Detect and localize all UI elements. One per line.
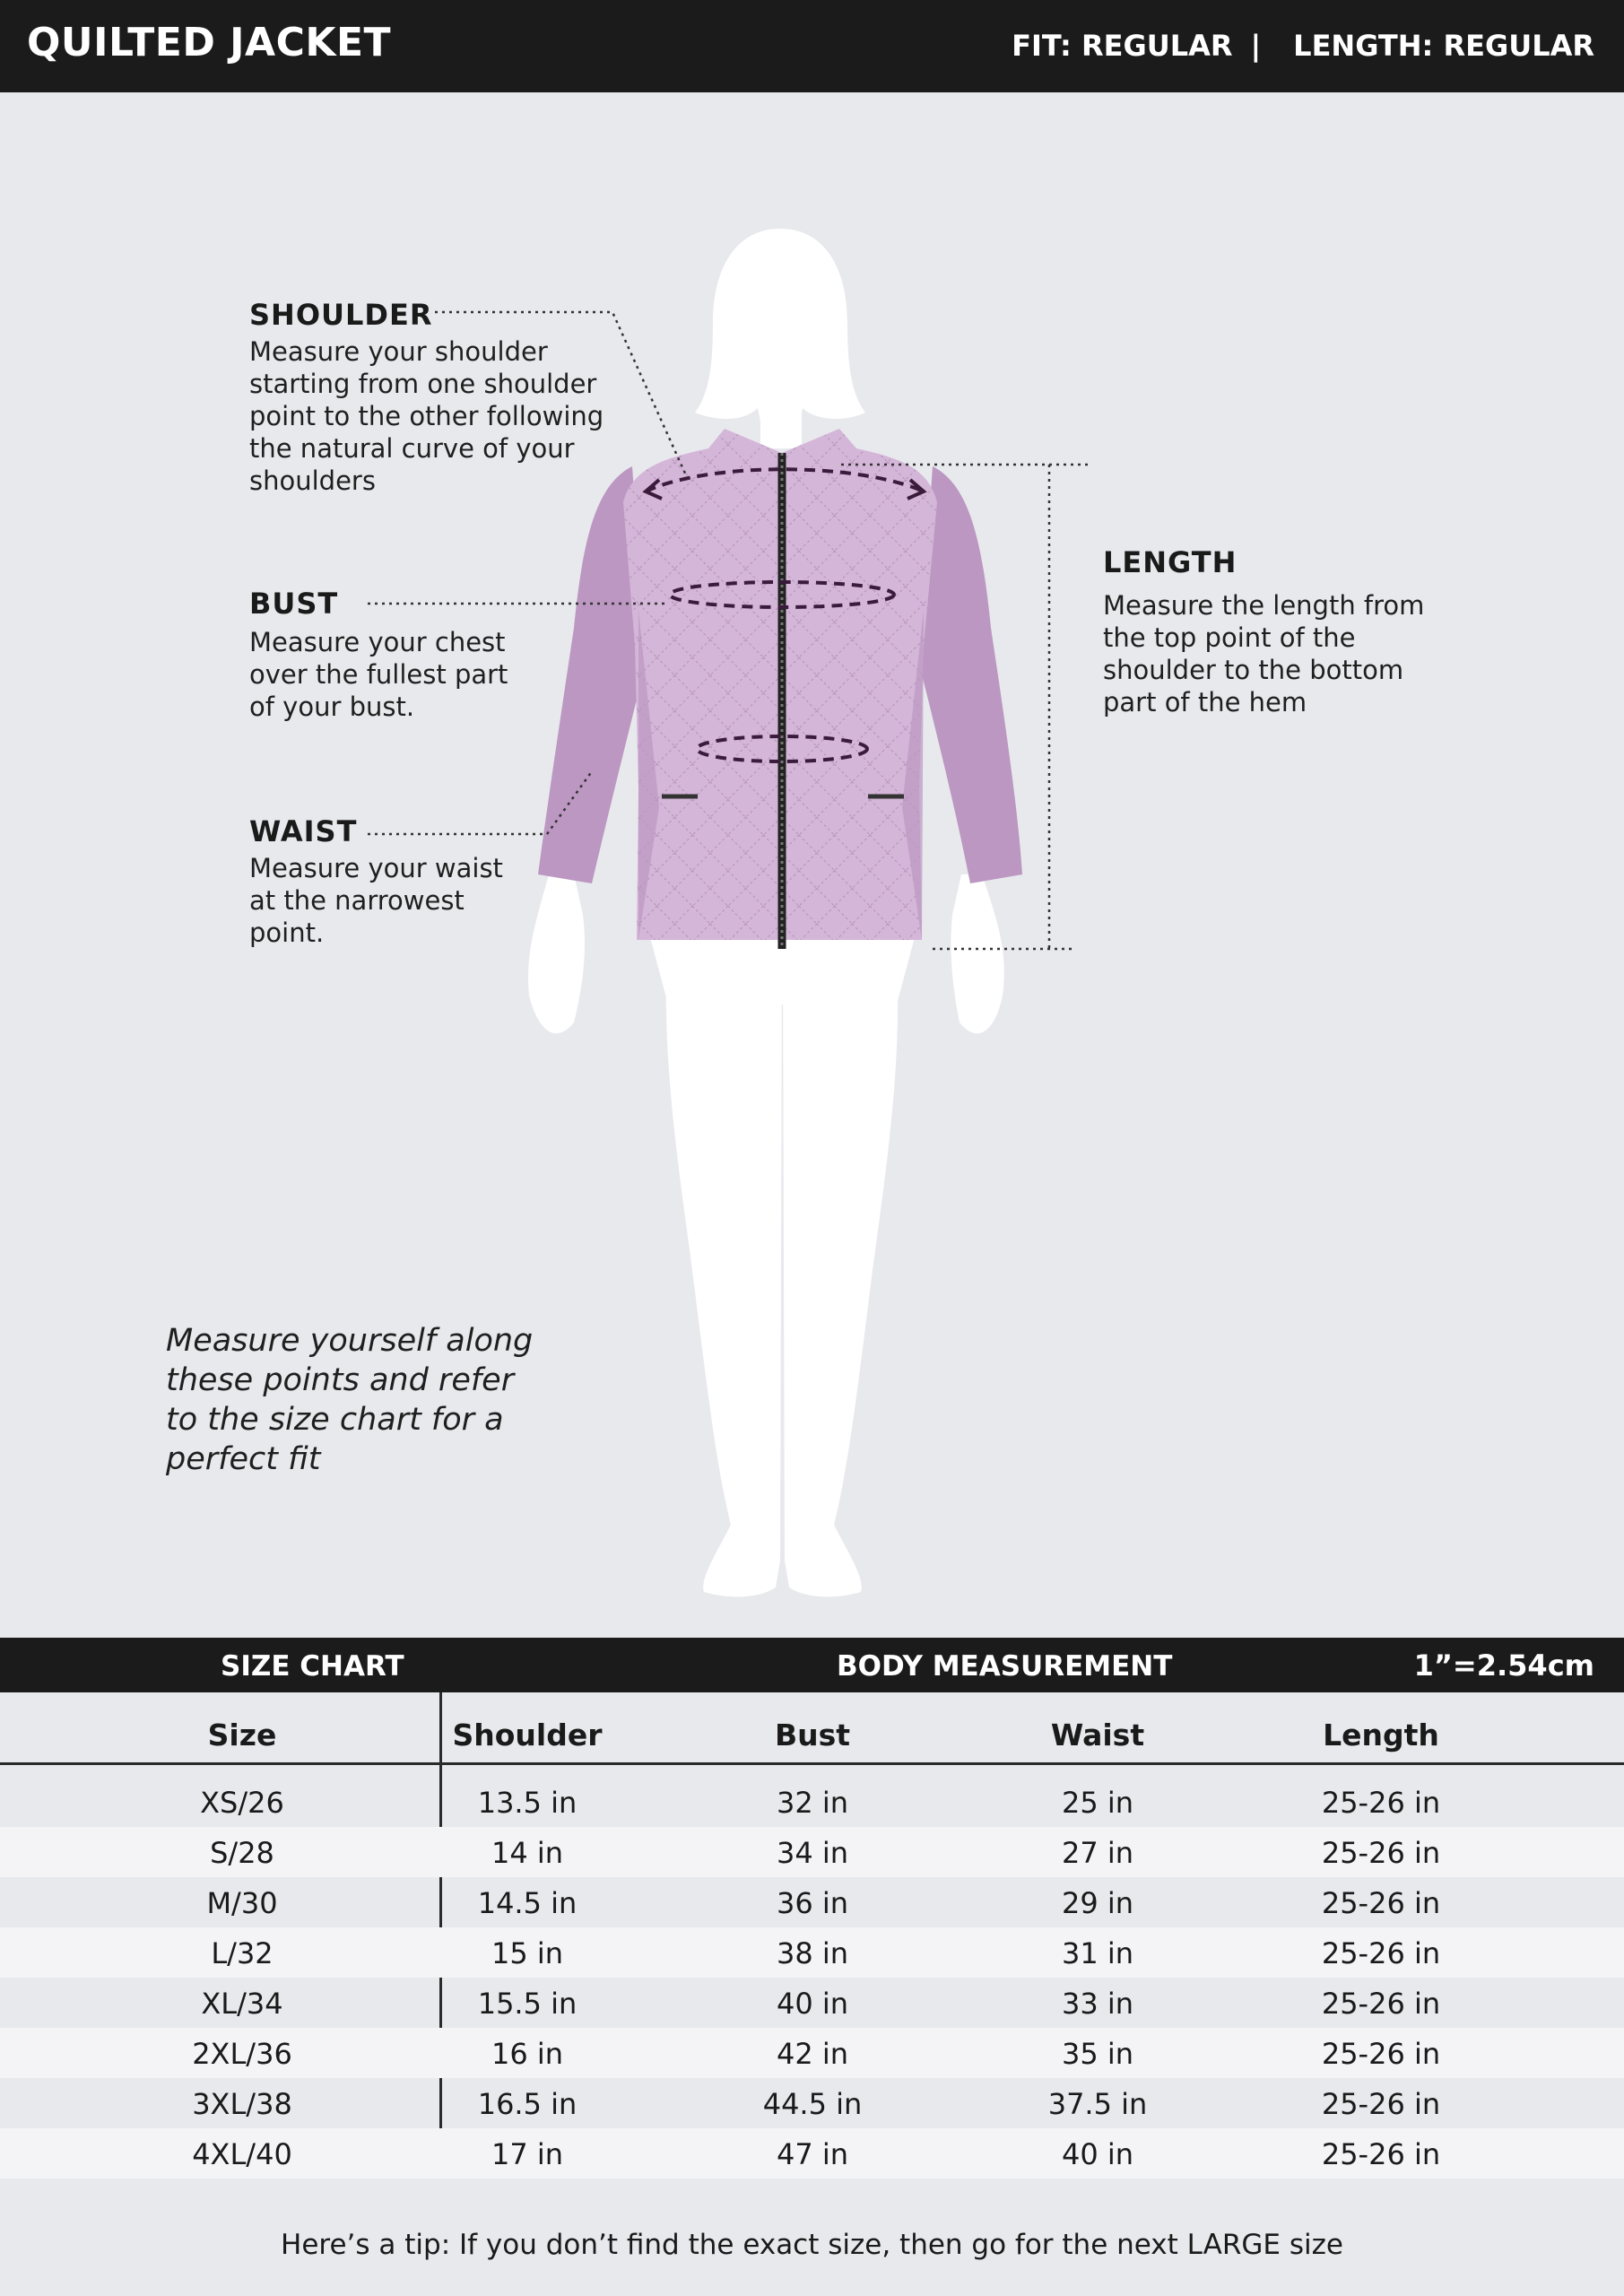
shoulder-cell: 14.5 in <box>477 1886 578 1920</box>
length-cell: 25-26 in <box>1321 1987 1441 2021</box>
fit-label: FIT: REGULAR <box>1012 29 1233 63</box>
length-cell: 25-26 in <box>1321 2087 1441 2121</box>
size-chart-header <box>0 1638 1624 1692</box>
size-cell: S/28 <box>210 1836 274 1870</box>
length-description: Measure the length from the top point of the shoulder to the bottom part of the hem <box>1103 590 1425 718</box>
size-cell: XS/26 <box>200 1786 284 1820</box>
bust-cell: 32 in <box>776 1786 849 1820</box>
unit-conversion: 1”=2.54cm <box>1413 1648 1594 1683</box>
length-cell: 25-26 in <box>1321 1886 1441 1920</box>
shoulder-description: Measure your shoulder starting from one shoulder point to the other following the natural curve of your shoulders <box>249 336 604 496</box>
bust-title: BUST <box>249 587 339 621</box>
shoulder-cell: 16.5 in <box>477 2087 578 2121</box>
bust-cell: 47 in <box>776 2137 849 2171</box>
shoulder-cell: 17 in <box>491 2137 564 2171</box>
waist-cell: 37.5 in <box>1047 2087 1148 2121</box>
waist-title: WAIST <box>249 814 358 848</box>
column-header-shoulder: Shoulder <box>452 1718 603 1752</box>
length-cell: 25-26 in <box>1321 2137 1441 2171</box>
column-header-size: Size <box>207 1718 277 1752</box>
size-chart-label: SIZE CHART <box>221 1650 404 1683</box>
bust-cell: 40 in <box>776 1987 849 2021</box>
quilted-jacket <box>538 429 1022 949</box>
shoulder-cell: 16 in <box>491 2037 564 2071</box>
bust-cell: 36 in <box>776 1886 849 1920</box>
table-row <box>0 2078 1624 2128</box>
column-header-length: Length <box>1323 1718 1439 1752</box>
shoulder-cell: 15.5 in <box>477 1987 578 2021</box>
shoulder-cell: 13.5 in <box>477 1786 578 1820</box>
size-cell: 4XL/40 <box>192 2137 292 2171</box>
body-measurement-label: BODY MEASUREMENT <box>837 1650 1173 1683</box>
size-chart-column-headers <box>0 1692 1624 1765</box>
length-cell: 25-26 in <box>1321 2037 1441 2071</box>
size-cell: M/30 <box>206 1886 278 1920</box>
waist-cell: 40 in <box>1061 2137 1134 2171</box>
footer-tip: Here’s a tip: If you don’t find the exact size, then go for the next LARGE size <box>281 2229 1343 2261</box>
length-label: LENGTH: REGULAR <box>1293 29 1594 63</box>
length-title: LENGTH <box>1103 545 1238 579</box>
table-row <box>0 1877 1624 1927</box>
waist-cell: 33 in <box>1061 1987 1134 2021</box>
size-cell: 2XL/36 <box>192 2037 292 2071</box>
length-cell: 25-26 in <box>1321 1836 1441 1870</box>
table-row <box>0 1978 1624 2028</box>
product-title: QUILTED JACKET <box>27 20 392 65</box>
size-cell: 3XL/38 <box>192 2087 292 2121</box>
measure-instruction: Measure yourself along these points and refer to the size chart for a perfect fit <box>166 1323 534 1477</box>
shoulder-title: SHOULDER <box>249 298 433 332</box>
table-row <box>0 2028 1624 2078</box>
waist-cell: 31 in <box>1061 1936 1134 1970</box>
size-cell: L/32 <box>211 1936 274 1970</box>
waist-description: Measure your waist at the narrowest point. <box>249 853 503 948</box>
table-row <box>0 1927 1624 1978</box>
column-header-bust: Bust <box>774 1718 851 1752</box>
waist-cell: 29 in <box>1061 1886 1134 1920</box>
bust-cell: 34 in <box>776 1836 849 1870</box>
shoulder-cell: 15 in <box>491 1936 564 1970</box>
shoulder-cell: 14 in <box>491 1836 564 1870</box>
table-row <box>0 1777 1624 1827</box>
bust-description: Measure your chest over the fullest part of your bust. <box>249 627 508 722</box>
column-header-waist: Waist <box>1050 1718 1145 1752</box>
length-cell: 25-26 in <box>1321 1786 1441 1820</box>
waist-cell: 35 in <box>1061 2037 1134 2071</box>
size-chart-rows <box>0 1777 1624 2179</box>
bust-cell: 38 in <box>776 1936 849 1970</box>
fit-separator: | <box>1250 29 1262 63</box>
length-cell: 25-26 in <box>1321 1936 1441 1970</box>
bust-cell: 42 in <box>776 2037 849 2071</box>
table-row <box>0 2128 1624 2179</box>
bust-cell: 44.5 in <box>762 2087 863 2121</box>
waist-cell: 25 in <box>1061 1786 1134 1820</box>
size-cell: XL/34 <box>201 1987 283 2021</box>
table-row <box>0 1827 1624 1877</box>
waist-cell: 27 in <box>1061 1836 1134 1870</box>
